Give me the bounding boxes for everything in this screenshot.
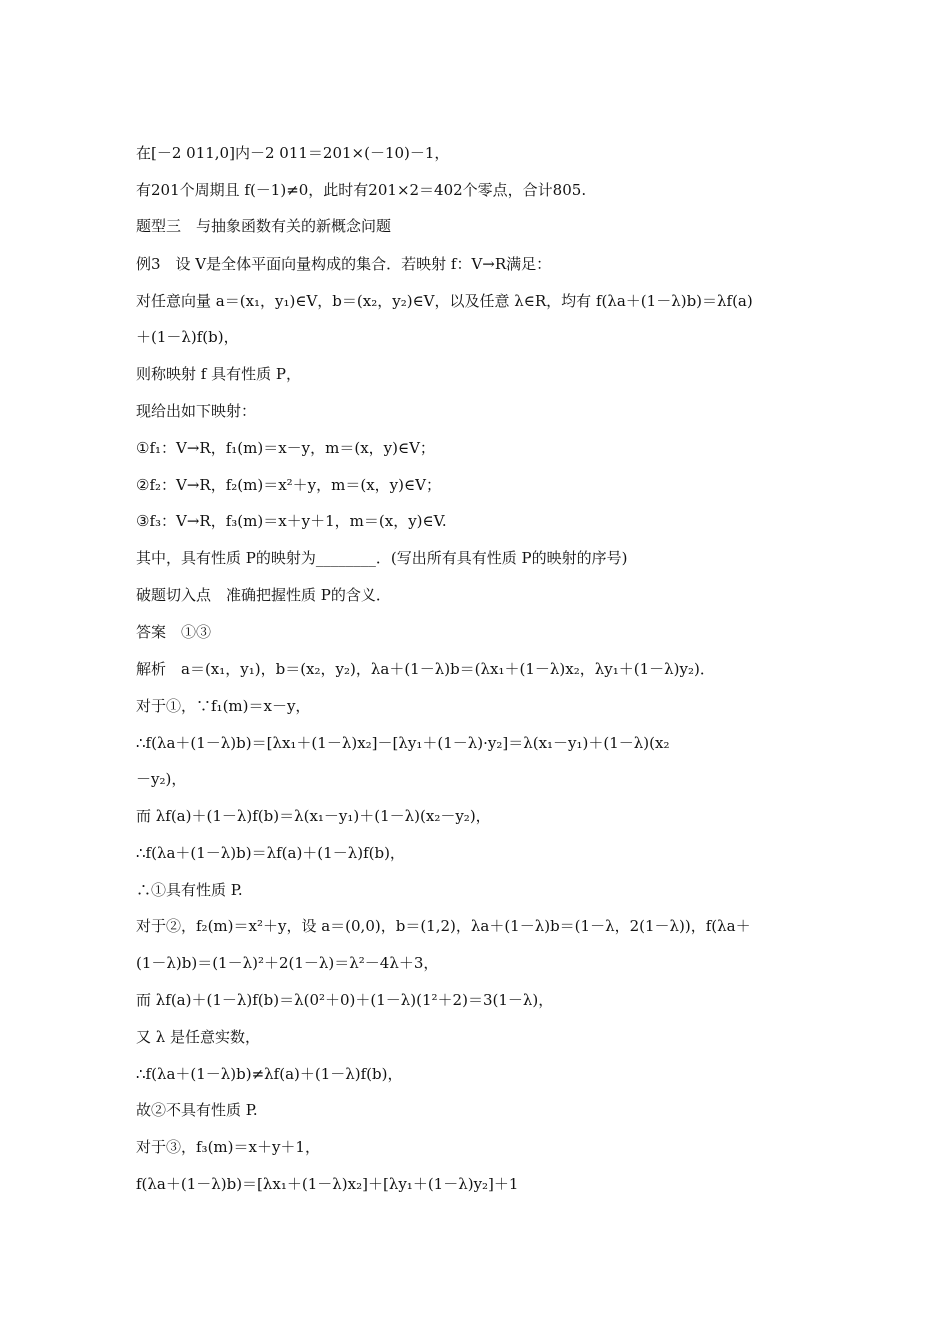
text-line: 而 λf(a)＋(1－λ)f(b)＝λ(x₁－y₁)＋(1－λ)(x₂－y₂)， (136, 807, 491, 825)
text-line: －y₂)， (136, 770, 187, 788)
text-line: 有201个周期且 f(－1)≠0，此时有201×2＝402个零点，合计805. (136, 181, 587, 199)
text-line: 则称映射 f 具有性质 P， (136, 365, 301, 383)
text-line: ∴f(λa＋(1－λ)b)＝[λx₁＋(1－λ)x₂]－[λy₁＋(1－λ)·y₂]＝λ(x₁－y₁)＋(1－λ)(x₂ (136, 734, 670, 752)
text-line: f(λa＋(1－λ)b)＝[λx₁＋(1－λ)x₂]＋[λy₁＋(1－λ)y₂]＋1 (136, 1175, 519, 1193)
text-line: 现给出如下映射： (136, 402, 257, 420)
text-line: (1－λ)b)＝(1－λ)²＋2(1－λ)＝λ²－4λ＋3， (136, 954, 439, 972)
text-line: ∴①具有性质 P. (136, 881, 243, 899)
text-line: 在[－2 011,0]内－2 011＝201×(－10)－1， (136, 144, 450, 162)
example-heading: 例3 设 V是全体平面向量构成的集合．若映射 f：V→R满足： (136, 255, 552, 273)
text-line: ∴f(λa＋(1－λ)b)≠λf(a)＋(1－λ)f(b)， (136, 1065, 403, 1083)
mapping-item-2: ②f₂：V→R，f₂(m)＝x²＋y，m＝(x，y)∈V； (136, 476, 441, 494)
text-line: 对于①，∵f₁(m)＝x－y， (136, 697, 311, 715)
text-line: 对于③，f₃(m)＝x＋y＋1， (136, 1138, 320, 1156)
text-line: 对于②，f₂(m)＝x²＋y，设 a＝(0,0)，b＝(1,2)，λa＋(1－λ)b＝(1－λ，2(1－λ))，f(λa＋ (136, 917, 751, 935)
text-line: ＋(1－λ)f(b)， (136, 328, 239, 346)
text-line: 又 λ 是任意实数， (136, 1028, 261, 1046)
section-heading: 题型三 与抽象函数有关的新概念问题 (136, 217, 392, 235)
text-line: 故②不具有性质 P. (136, 1101, 258, 1119)
text-line: 对任意向量 a＝(x₁，y₁)∈V，b＝(x₂，y₂)∈V，以及任意 λ∈R，均有 f(λa＋(1－λ)b)＝λf(a) (136, 292, 753, 310)
question-line: 其中，具有性质 P的映射为________．(写出所有具有性质 P的映射的序号) (136, 549, 628, 567)
mapping-item-1: ①f₁：V→R，f₁(m)＝x－y，m＝(x，y)∈V； (136, 439, 435, 457)
answer-line: 答案 ①③ (136, 623, 212, 641)
mapping-item-3: ③f₃：V→R，f₃(m)＝x＋y＋1，m＝(x，y)∈V. (136, 512, 447, 530)
hint-line: 破题切入点 准确把握性质 P的含义． (136, 586, 391, 604)
text-line: ∴f(λa＋(1－λ)b)＝λf(a)＋(1－λ)f(b)， (136, 844, 405, 862)
analysis-line: 解析 a＝(x₁，y₁)，b＝(x₂，y₂)，λa＋(1－λ)b＝(λx₁＋(1－λ)x₂，λy₁＋(1－λ)y₂)． (136, 660, 715, 678)
text-line: 而 λf(a)＋(1－λ)f(b)＝λ(0²＋0)＋(1－λ)(1²＋2)＝3(1－λ)， (136, 991, 554, 1009)
